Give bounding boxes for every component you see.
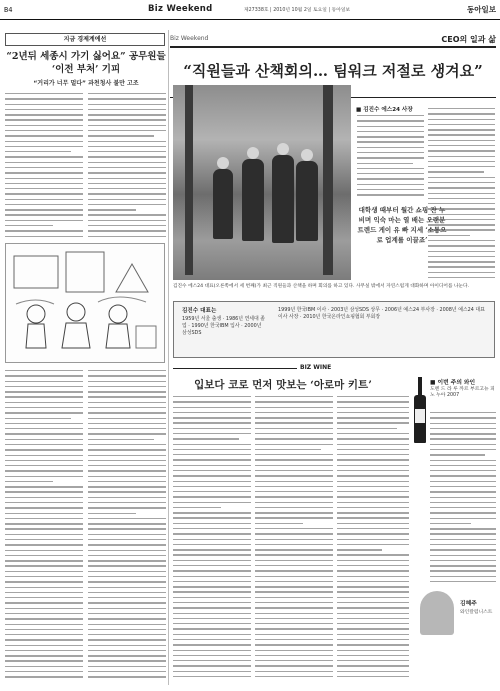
left-story-body-col1 xyxy=(5,93,83,241)
left-story-body-col4 xyxy=(88,370,166,684)
left-story-subtitle: “거리가 너무 멀다” 과천청사 불만 고조 xyxy=(33,80,139,87)
issue-date: 제27338호 | 2010년 10월 2일 토요일 | 동아일보 xyxy=(244,8,351,13)
page-header xyxy=(0,0,500,20)
profile-box-title: 김진수 대표는 xyxy=(182,308,217,314)
main-story-photo xyxy=(173,85,351,280)
wine-body-col2 xyxy=(255,396,333,684)
wine-body-col3 xyxy=(337,396,409,684)
profile-box xyxy=(173,301,495,358)
left-story-title: “2년뒤 세종시 가기 싫어요” 공무원들 ‘이전 부처’ 기피 xyxy=(6,51,166,75)
profile-career-right: 1999년 한국IBM 이사 · 2003년 삼성SDS 상무 · 2006년 예스24 부사장 · 2008년 예스24 대표이사 사장 · 2010년 한국온라인쇼핑협회 부회장 xyxy=(278,307,485,320)
section-title: Biz Weekend xyxy=(148,4,213,14)
main-story-title: “직원들과 산책회의… 팀워크 저절로 생겨요” xyxy=(183,62,483,80)
author-portrait xyxy=(420,591,454,635)
column-tag: CEO의 일과 삶 xyxy=(441,35,496,44)
newspaper-name: 동아일보 xyxy=(467,5,496,14)
author-role: 와인칼럼니스트 xyxy=(460,610,493,615)
left-story-body-col2 xyxy=(88,93,166,241)
left-story-body-col3 xyxy=(5,370,83,684)
pull-quote: 대학생 때부터 월간 쇼핑 잔 누비며 익숙 마는 열 배는 오랜분 트렌드 게이 유 빠 지세 ‘소통으로 업계를 이끌죠’ xyxy=(357,206,447,244)
main-story-body-col2 xyxy=(428,108,495,286)
wine-body-col1 xyxy=(173,396,251,684)
wine-bottle-icon xyxy=(413,377,427,443)
main-story-byline: ■ 김진수 에스24 사장 xyxy=(356,107,413,113)
wine-pick-name: 도멘 드 라 루 까르 부르고뉴 피노 누아 2007 xyxy=(430,387,495,399)
author-name: 김혜주 xyxy=(460,601,477,607)
photo-caption: 김진수 에스24 대표(오른쪽에서 세 번째)가 최근 직원들과 산책을 하며 회의를 하고 있다. 사무실 밖에서 자연스럽게 대화하며 아이디어를 나눈다. xyxy=(173,284,470,289)
wine-pick-title: ■ 이번 주의 와인 xyxy=(430,380,476,386)
wine-section-rule xyxy=(173,368,297,369)
wine-story-title: 입보다 코로 먼저 맛보는 ‘아로마 키트’ xyxy=(194,379,372,391)
wine-section-tag: BIZ WINE xyxy=(300,364,332,371)
profile-career-left: 1959년 서울 출생 · 1986년 연세대 졸업 · 1990년 한국IBM 입사 · 2000년 삼성SDS xyxy=(182,316,266,336)
cartoon-illustration xyxy=(5,243,165,363)
left-story-tag: 지금 경제계에선 xyxy=(5,33,165,46)
main-story-body-col1 xyxy=(357,115,424,203)
column-divider xyxy=(168,30,169,685)
main-story-eyebrow: Biz Weekend xyxy=(170,35,209,42)
wine-pick-body xyxy=(430,412,496,588)
page-number: B4 xyxy=(4,6,13,14)
